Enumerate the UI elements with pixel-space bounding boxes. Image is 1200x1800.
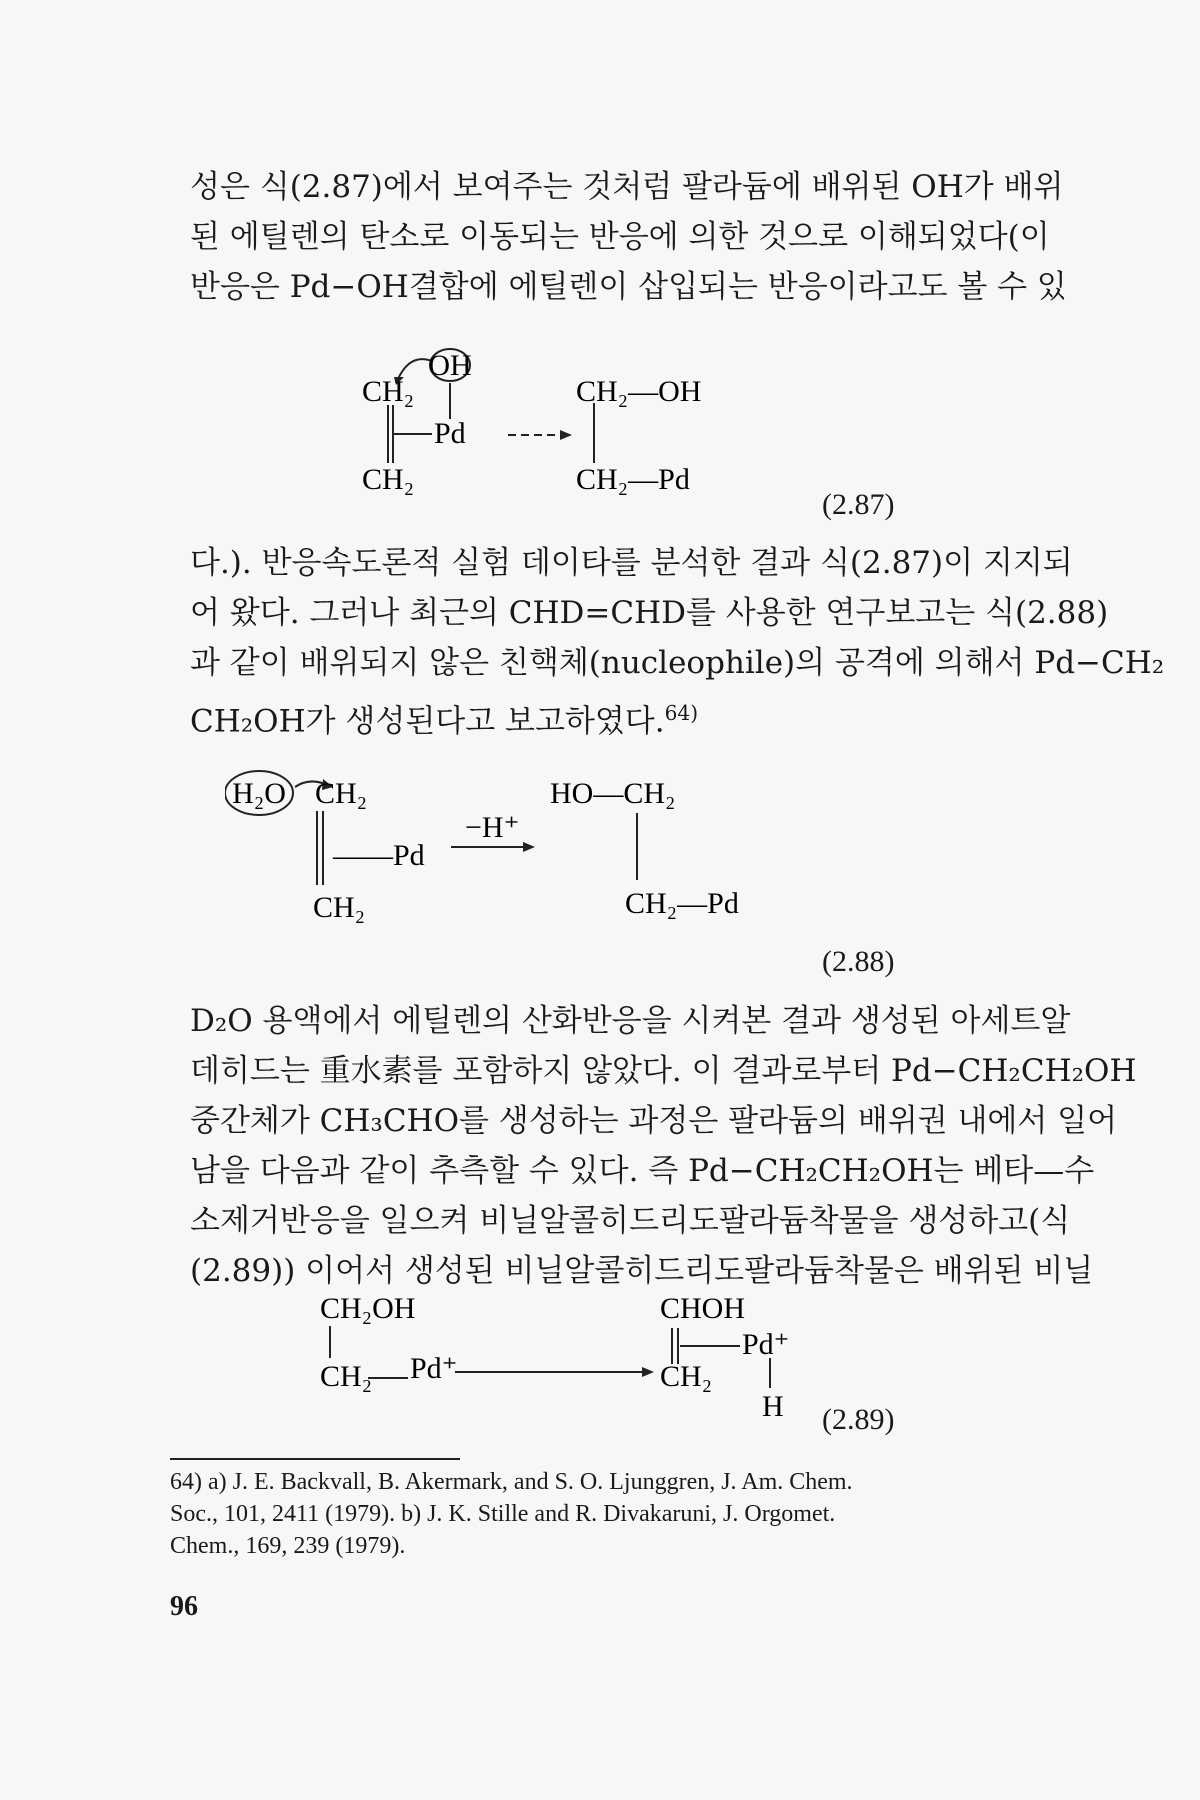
- reactant-bottom: CH₂: [320, 1360, 373, 1393]
- page-number: 96: [170, 1591, 198, 1622]
- text-line: 된 에틸렌의 탄소로 이동되는 반응에 의한 것으로 이해되었다(이: [190, 219, 1050, 255]
- pd-label: Pd⁺: [410, 1352, 458, 1385]
- text-line: 남을 다음과 같이 추측할 수 있다. 즉 Pd−CH₂CH₂OH는 베타—수: [190, 1153, 1095, 1189]
- footnote-divider: [170, 1458, 460, 1460]
- paragraph-3: [190, 996, 1137, 1296]
- reaction-scheme-2-89: [320, 1288, 820, 1438]
- paragraph-2: [190, 538, 1165, 746]
- hydride-label: H: [762, 1390, 784, 1423]
- h2o-label: H₂O: [232, 777, 286, 810]
- pd-label: ——Pd: [333, 839, 425, 872]
- footnote-line: 64) a) J. E. Backvall, B. Akermark, and S. O. Ljunggren, J. Am. Chem.: [170, 1469, 853, 1495]
- product-top: HO—CH₂: [550, 777, 676, 810]
- arrow-label: −H⁺: [465, 811, 520, 844]
- footnote-line: Soc., 101, 2411 (1979). b) J. K. Stille and R. Divakaruni, J. Orgomet.: [170, 1501, 836, 1527]
- reaction-scheme-2-87: [360, 335, 920, 505]
- product-bottom: CH₂: [660, 1360, 713, 1393]
- text-line: (2.89)) 이어서 생성된 비닐알콜히드리도팔라듐착물은 배위된 비닐: [190, 1253, 1094, 1289]
- ch2-label: CH₂: [313, 891, 366, 924]
- ch2-label: CH₂: [315, 777, 368, 810]
- text-line: 다.). 반응속도론적 실험 데이타를 분석한 결과 식(2.87)이 지지되: [190, 545, 1073, 581]
- reactant-top: CH₂OH: [320, 1292, 416, 1325]
- footnote: [170, 1466, 1020, 1562]
- text-line-content: CH₂OH가 생성된다고 보고하였다.: [190, 703, 665, 740]
- ch2-label: CH₂: [362, 375, 415, 408]
- reaction-scheme-2-88: [225, 765, 845, 945]
- footnote-line: Chem., 169, 239 (1979).: [170, 1533, 406, 1559]
- text-line: 성은 식(2.87)에서 보여주는 것처럼 팔라듐에 배위된 OH가 배위: [190, 169, 1064, 205]
- text-line: D₂O 용액에서 에틸렌의 산화반응을 시켜본 결과 생성된 아세트알: [190, 1003, 1071, 1039]
- text-line: [190, 688, 1010, 746]
- ch2-label: CH₂: [362, 463, 415, 496]
- equation-number: (2.89): [822, 1403, 895, 1436]
- product-top: CHOH: [660, 1292, 746, 1325]
- text-line: 소제거반응을 일으켜 비닐알콜히드리도팔라듐착물을 생성하고(식: [190, 1203, 1071, 1239]
- pd-label: Pd: [434, 417, 466, 450]
- product-top: CH₂—OH: [576, 375, 702, 408]
- text-line: 반응은 Pd−OH결합에 에틸렌이 삽입되는 반응이라고도 볼 수 있: [190, 269, 1067, 305]
- paragraph-1: [190, 162, 1067, 312]
- text-line: 어 왔다. 그러나 최근의 CHD=CHD를 사용한 연구보고는 식(2.88): [190, 595, 1109, 631]
- reference-marker: 64): [664, 701, 699, 725]
- equation-number: (2.87): [822, 488, 895, 521]
- text-line: 과 같이 배위되지 않은 친핵체(nucleophile)의 공격에 의해서 Pd−CH₂: [190, 645, 1165, 681]
- text-line: 중간체가 CH₃CHO를 생성하는 과정은 팔라듐의 배위권 내에서 일어: [190, 1103, 1118, 1139]
- oh-label: OH: [428, 349, 472, 382]
- pd-label: Pd⁺: [742, 1328, 790, 1361]
- product-bottom: CH₂—Pd: [625, 887, 739, 920]
- product-bottom: CH₂—Pd: [576, 463, 690, 496]
- text-line: 데히드는 重水素를 포함하지 않았다. 이 결과로부터 Pd−CH₂CH₂OH: [190, 1053, 1137, 1089]
- equation-number: (2.88): [822, 945, 895, 978]
